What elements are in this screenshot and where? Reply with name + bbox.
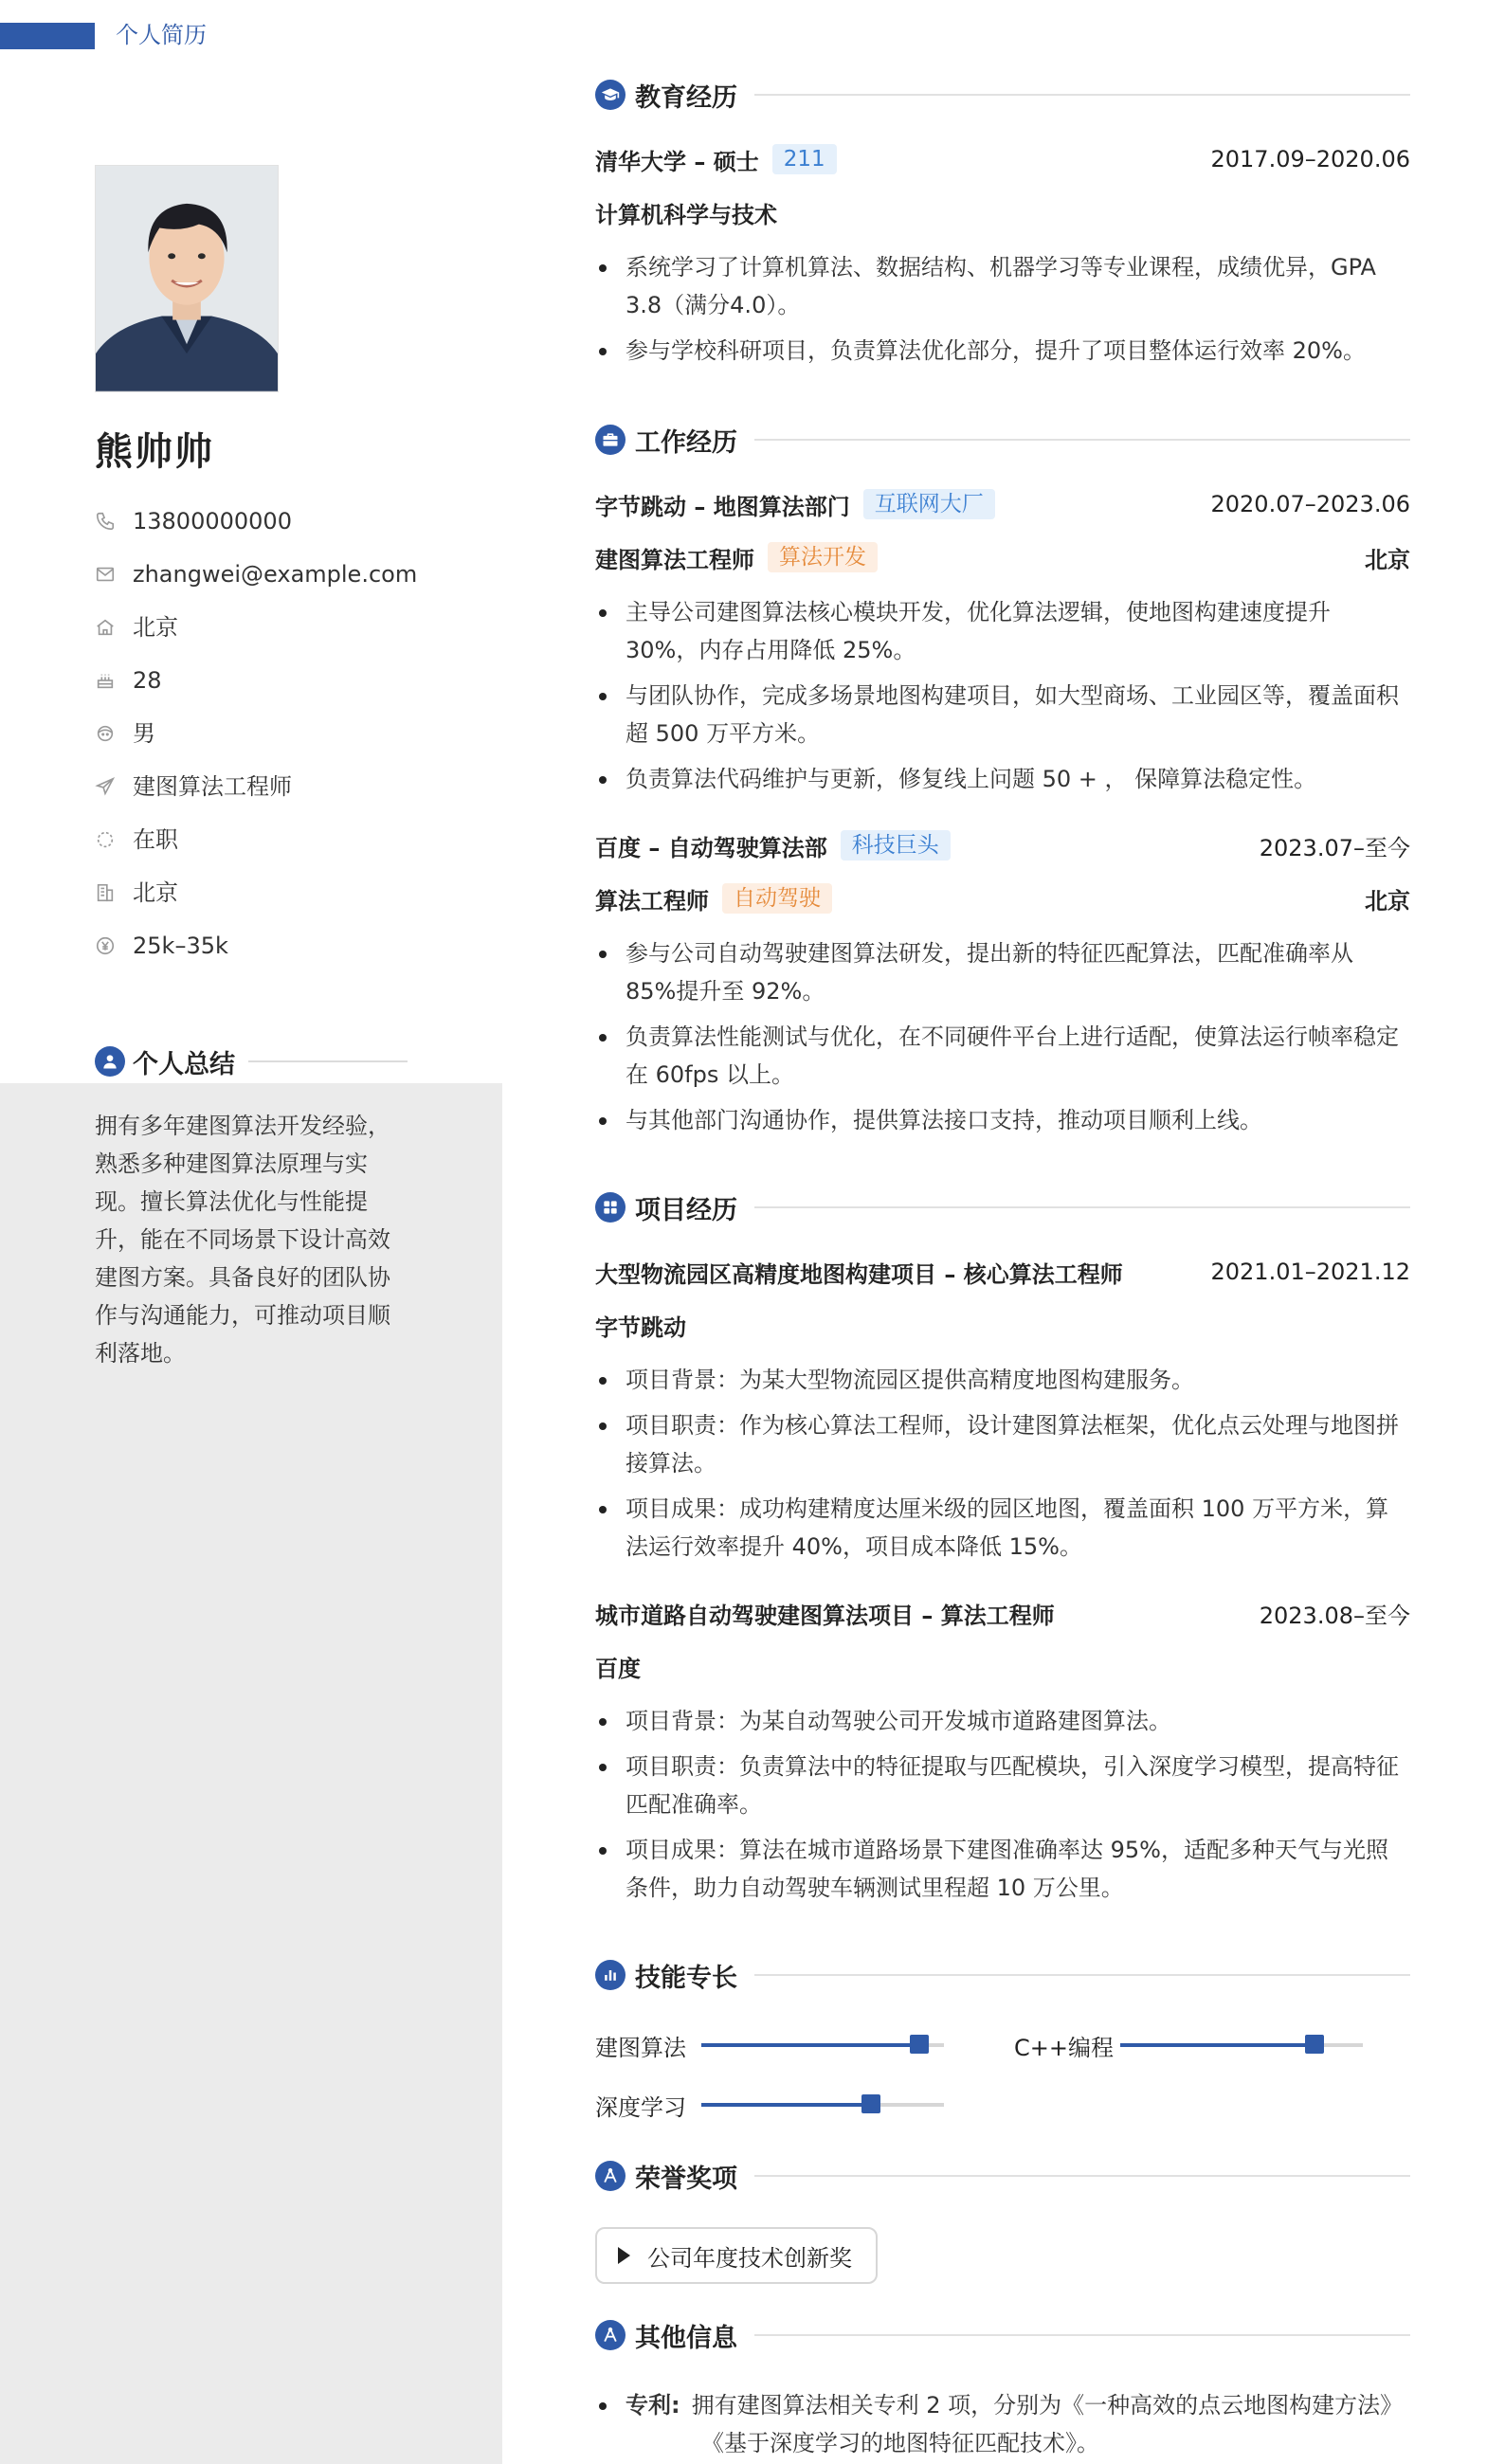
- project-1-bullets: [595, 1361, 1410, 1573]
- patent-text: 拥有建图算法相关专利 2 项，分别为《一种高效的点云地图构建方法》: [691, 2392, 1404, 2419]
- list-item: 与团队协作，完成多场景地图构建项目，如大型商场、工业园区等，覆盖面积超 500 万平方米。: [595, 677, 1410, 752]
- project-1-name: 大型物流园区高精度地图构建项目 – 核心算法工程师: [595, 1260, 1123, 1288]
- other-section-header: [595, 2316, 1410, 2354]
- list-item: 参与学校科研项目，负责算法优化部分，提升了项目整体运行效率 20%。: [595, 332, 1410, 370]
- project-2-org: 百度: [595, 1655, 641, 1682]
- other-divider: [754, 2334, 1410, 2336]
- list-item: 负责算法性能测试与优化，在不同硬件平台上进行适配，使算法运行帧率稳定在 60fps 以上。: [595, 1018, 1410, 1094]
- list-item: 负责算法代码维护与更新，修复线上问题 50 + ， 保障算法稳定性。: [595, 760, 1410, 798]
- project-2-date: 2023.08–至今: [1259, 1602, 1410, 1629]
- person-icon: [95, 723, 116, 744]
- status-icon: [95, 829, 116, 850]
- job-2-role-row: [595, 881, 1410, 915]
- yuan-icon: [95, 935, 116, 956]
- patent-label: 专利:: [626, 2392, 680, 2419]
- top-accent-bar: [0, 23, 95, 49]
- job-2-city: 北京: [1365, 887, 1410, 915]
- skill-name: 深度学习: [595, 2093, 686, 2121]
- education-date: 2017.09–2020.06: [1210, 146, 1410, 172]
- education-divider: [754, 94, 1410, 96]
- user-circle-icon: [95, 1046, 125, 1077]
- awards-divider: [754, 2175, 1410, 2177]
- contact-info-list: [95, 495, 474, 972]
- work-section-header: [595, 421, 1410, 459]
- graduation-cap-icon: [595, 80, 626, 110]
- grid-icon: [595, 1192, 626, 1223]
- job-2-role-tag: 自动驾驶: [722, 883, 832, 914]
- projects-title: 项目经历: [635, 1195, 737, 1225]
- skill-item: [595, 2028, 944, 2062]
- job-1-date: 2020.07–2023.06: [1210, 491, 1410, 517]
- list-item: 项目成果：成功构建精度达厘米级的园区地图，覆盖面积 100 万平方米，算法运行效率提升 40%，项目成本降低 15%。: [595, 1490, 1410, 1566]
- summary-divider: [248, 1060, 408, 1062]
- job-2-company-row: [595, 828, 1410, 862]
- phone-icon: [95, 511, 116, 532]
- list-item: 参与公司自动驾驶建图算法研发，提出新的特征匹配算法，匹配准确率从 85%提升至 92%。: [595, 934, 1410, 1010]
- education-section-header: [595, 76, 1410, 114]
- skill-item: [595, 2088, 944, 2122]
- education-major: 计算机科学与技术: [595, 201, 777, 228]
- info-phone: 13800000000: [95, 495, 474, 548]
- job-1-bullets: [595, 593, 1410, 806]
- project-2-name: 城市道路自动驾驶建图算法项目 – 算法工程师: [595, 1602, 1055, 1629]
- skills-title: 技能专长: [635, 1963, 737, 1993]
- project-1-date: 2021.01–2021.12: [1210, 1259, 1410, 1285]
- job-1-city: 北京: [1365, 546, 1410, 573]
- skills-section-header: [595, 1956, 1410, 1994]
- education-title: 教育经历: [635, 82, 737, 113]
- skill-bar: [1120, 2043, 1363, 2047]
- info-age: 28: [95, 654, 474, 707]
- education-major-row: [595, 195, 1410, 229]
- list-item: 项目成果：算法在城市道路场景下建图准确率达 95%，适配多种天气与光照条件，助力自动驾驶车辆测试里程超 10 万公里。: [595, 1831, 1410, 1907]
- job-2-company-tag: 科技巨头: [841, 830, 951, 861]
- awards-title: 荣誉奖项: [635, 2164, 737, 2194]
- other-title: 其他信息: [635, 2323, 737, 2353]
- info-gender: 男: [95, 707, 474, 760]
- candidate-name: 熊帅帅: [95, 430, 214, 474]
- skill-item: [1014, 2028, 1363, 2062]
- info-status: 在职: [95, 813, 474, 866]
- avatar: [95, 165, 279, 392]
- skills-divider: [754, 1974, 1410, 1976]
- summary-text: 拥有多年建图算法开发经验，熟悉多种建图算法原理与实现。擅长算法优化与性能提升，能在不同场景下设计高效建图方案。具备良好的团队协作与沟通能力，可推动项目顺利落地。: [95, 1113, 390, 1367]
- project-2-title-row: [595, 1596, 1410, 1630]
- skill-bar-fill: [701, 2043, 919, 2047]
- profile-panel: [0, 76, 502, 1083]
- info-email: zhangwei@example.com: [95, 548, 474, 601]
- job-2-bullets: [595, 934, 1410, 1147]
- briefcase-icon: [595, 425, 626, 455]
- summary-title: 个人总结: [133, 1049, 235, 1079]
- mail-icon: [95, 564, 116, 585]
- skill-bar: [701, 2103, 944, 2107]
- project-1-org: 字节跳动: [595, 1314, 686, 1341]
- list-item: 项目职责：作为核心算法工程师，设计建图算法框架，优化点云处理与地图拼接算法。: [595, 1406, 1410, 1482]
- job-2-company: 百度 – 自动驾驶算法部: [595, 834, 827, 861]
- education-bullets: [595, 248, 1410, 377]
- work-divider: [754, 439, 1410, 441]
- job-1-role-row: [595, 540, 1410, 574]
- list-item: 项目背景：为某大型物流园区提供高精度地图构建服务。: [595, 1361, 1410, 1399]
- projects-section-header: [595, 1188, 1410, 1226]
- job-2-role: 算法工程师: [595, 887, 709, 915]
- resume-header-label: 个人简历: [116, 22, 207, 48]
- send-icon: [95, 776, 116, 797]
- compass-icon: [595, 2320, 626, 2350]
- list-item: 主导公司建图算法核心模块开发，优化算法逻辑，使地图构建速度提升 30%，内存占用降低 25%。: [595, 593, 1410, 669]
- project-1-org-row: [595, 1308, 1410, 1342]
- skill-name: C++编程: [1014, 2034, 1114, 2061]
- awards-section-header: [595, 2157, 1410, 2195]
- work-title: 工作经历: [635, 427, 737, 458]
- list-item: 系统学习了计算机算法、数据结构、机器学习等专业课程，成绩优异，GPA 3.8（满分4.0）。: [595, 248, 1410, 324]
- play-icon: [618, 2247, 630, 2264]
- job-1-company-tag: 互联网大厂: [863, 489, 995, 519]
- list-item: 项目职责：负责算法中的特征提取与匹配模块，引入深度学习模型，提高特征匹配准确率。: [595, 1748, 1410, 1823]
- projects-divider: [754, 1206, 1410, 1208]
- home-icon: [95, 617, 116, 638]
- list-item: 与其他部门沟通协作，提供算法接口支持，推动项目顺利上线。: [595, 1101, 1410, 1139]
- school-name: 清华大学 – 硕士: [595, 148, 759, 175]
- award-icon: [595, 2161, 626, 2191]
- info-work-city: 北京: [95, 866, 474, 919]
- award-text: 公司年度技术创新奖: [647, 2244, 852, 2272]
- list-item: 项目背景：为某自动驾驶公司开发城市道路建图算法。: [595, 1702, 1410, 1740]
- award-item[interactable]: [595, 2227, 878, 2284]
- school-tag: 211: [772, 144, 837, 174]
- skill-bar: [701, 2043, 944, 2047]
- list-item: [595, 2386, 1410, 2462]
- job-1-company-row: [595, 487, 1410, 521]
- project-2-bullets: [595, 1702, 1410, 1914]
- skill-bar-knob: [1305, 2035, 1324, 2054]
- education-school-row: [595, 142, 1410, 176]
- info-location: 北京: [95, 601, 474, 654]
- info-salary: 25k–35k: [95, 919, 474, 972]
- skill-bar-fill: [701, 2103, 871, 2107]
- job-1-company: 字节跳动 – 地图算法部门: [595, 493, 850, 520]
- job-2-date: 2023.07–至今: [1259, 834, 1410, 861]
- avatar-photo-icon: [96, 166, 278, 391]
- other-info-list: [595, 2386, 1410, 2462]
- skill-bar-knob: [861, 2094, 880, 2113]
- cake-icon: [95, 670, 116, 691]
- skill-bar-fill: [1120, 2043, 1315, 2047]
- bar-chart-icon: [595, 1960, 626, 1990]
- project-1-title-row: [595, 1255, 1410, 1289]
- skill-bar-knob: [910, 2035, 929, 2054]
- skill-name: 建图算法: [595, 2034, 686, 2061]
- patent-text-continued: 《基于深度学习的地图特征匹配技术》。: [701, 2430, 1099, 2456]
- summary-section-header: [95, 1042, 408, 1080]
- job-1-role: 建图算法工程师: [595, 546, 754, 573]
- building-icon: [95, 882, 116, 903]
- top-bar: [0, 0, 1505, 76]
- project-2-org-row: [595, 1649, 1410, 1683]
- job-1-role-tag: 算法开发: [768, 542, 878, 572]
- info-position: 建图算法工程师: [95, 760, 474, 813]
